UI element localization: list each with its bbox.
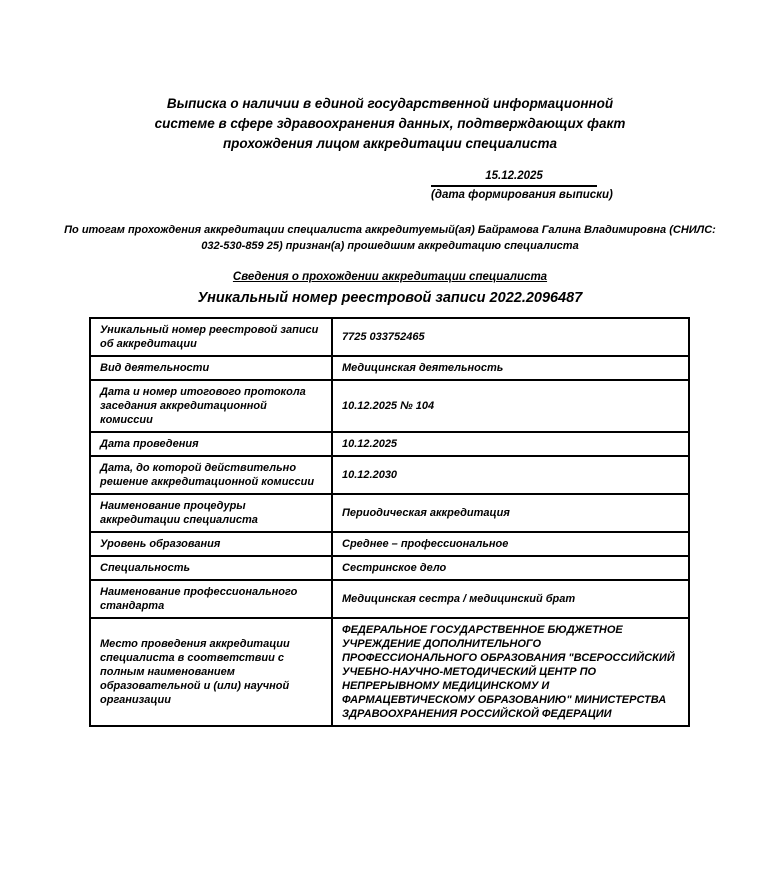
row-value-cell: 10.12.2030: [332, 456, 689, 494]
intro-paragraph: [0, 222, 780, 254]
table-row: [90, 456, 689, 494]
row-label-cell: Наименование профессионального стандарта: [90, 580, 332, 618]
intro-paragraph-line: По итогам прохождения аккредитации специалиста аккредитуемый(ая) Байрамова Галина Владимировна (СНИЛС:: [64, 224, 716, 236]
table-row: [90, 494, 689, 532]
document-title-line: прохождения лицом аккредитации специалиста: [222, 136, 558, 151]
intro-paragraph-line: 032-530-859 25) признан(а) прошедшим аккредитацию специалиста: [201, 240, 579, 252]
table-row: [90, 532, 689, 556]
table-row: [90, 618, 689, 726]
accreditation-table: [89, 317, 690, 727]
accreditation-table-body: [90, 318, 689, 726]
document-title: [0, 94, 780, 154]
generation-date-caption: (дата формирования выписки): [431, 189, 613, 201]
row-value-cell: Среднее – профессиональное: [332, 532, 689, 556]
table-row: [90, 318, 689, 356]
table-row: [90, 580, 689, 618]
row-label-cell: Уникальный номер реестровой записи об аккредитации: [90, 318, 332, 356]
row-value-cell: Медицинская деятельность: [332, 356, 689, 380]
row-value-cell: 10.12.2025 № 104: [332, 380, 689, 432]
row-label-cell: Место проведения аккредитации специалиста в соответствии с полным наименованием образовательной и (или) научной организации: [90, 618, 332, 726]
table-row: [90, 356, 689, 380]
row-label-cell: Вид деятельности: [90, 356, 332, 380]
row-value-cell: Сестринское дело: [332, 556, 689, 580]
generation-date: 15.12.2025: [431, 170, 597, 187]
generation-date-block: [431, 170, 613, 202]
row-label-cell: Дата и номер итогового протокола заседания аккредитационной комиссии: [90, 380, 332, 432]
section-heading: Сведения о прохождении аккредитации специалиста: [232, 271, 548, 283]
row-value-cell: 7725 033752465: [332, 318, 689, 356]
row-label-cell: Наименование процедуры аккредитации специалиста: [90, 494, 332, 532]
row-label-cell: Дата, до которой действительно решение аккредитационной комиссии: [90, 456, 332, 494]
row-value-cell: Периодическая аккредитация: [332, 494, 689, 532]
table-row: [90, 380, 689, 432]
row-label-cell: Уровень образования: [90, 532, 332, 556]
record-number-heading: Уникальный номер реестровой записи 2022.2096487: [197, 290, 583, 306]
document-title-line: системе в сфере здравоохранения данных, подтверждающих факт: [154, 116, 626, 131]
row-value-cell: ФЕДЕРАЛЬНОЕ ГОСУДАРСТВЕННОЕ БЮДЖЕТНОЕ УЧРЕЖДЕНИЕ ДОПОЛНИТЕЛЬНОГО ПРОФЕССИОНАЛЬНОГО ОБРАЗОВАНИЯ "ВСЕРОССИЙСКИЙ УЧЕБНО-НАУЧНО-МЕТОДИЧЕСКИЙ ЦЕНТР ПО НЕПРЕРЫВНОМУ МЕДИЦИНСКОМУ И ФАРМАЦЕВТИЧЕСКОМУ ОБРАЗОВАНИЮ" МИНИСТЕРСТВА ЗДРАВООХРАНЕНИЯ РОССИЙСКОЙ ФЕДЕРАЦИИ: [332, 618, 689, 726]
table-row: [90, 556, 689, 580]
document-title-line: Выписка о наличии в единой государственной информационной: [166, 96, 614, 111]
row-label-cell: Дата проведения: [90, 432, 332, 456]
row-value-cell: Медицинская сестра / медицинский брат: [332, 580, 689, 618]
row-label-cell: Специальность: [90, 556, 332, 580]
table-row: [90, 432, 689, 456]
row-value-cell: 10.12.2025: [332, 432, 689, 456]
